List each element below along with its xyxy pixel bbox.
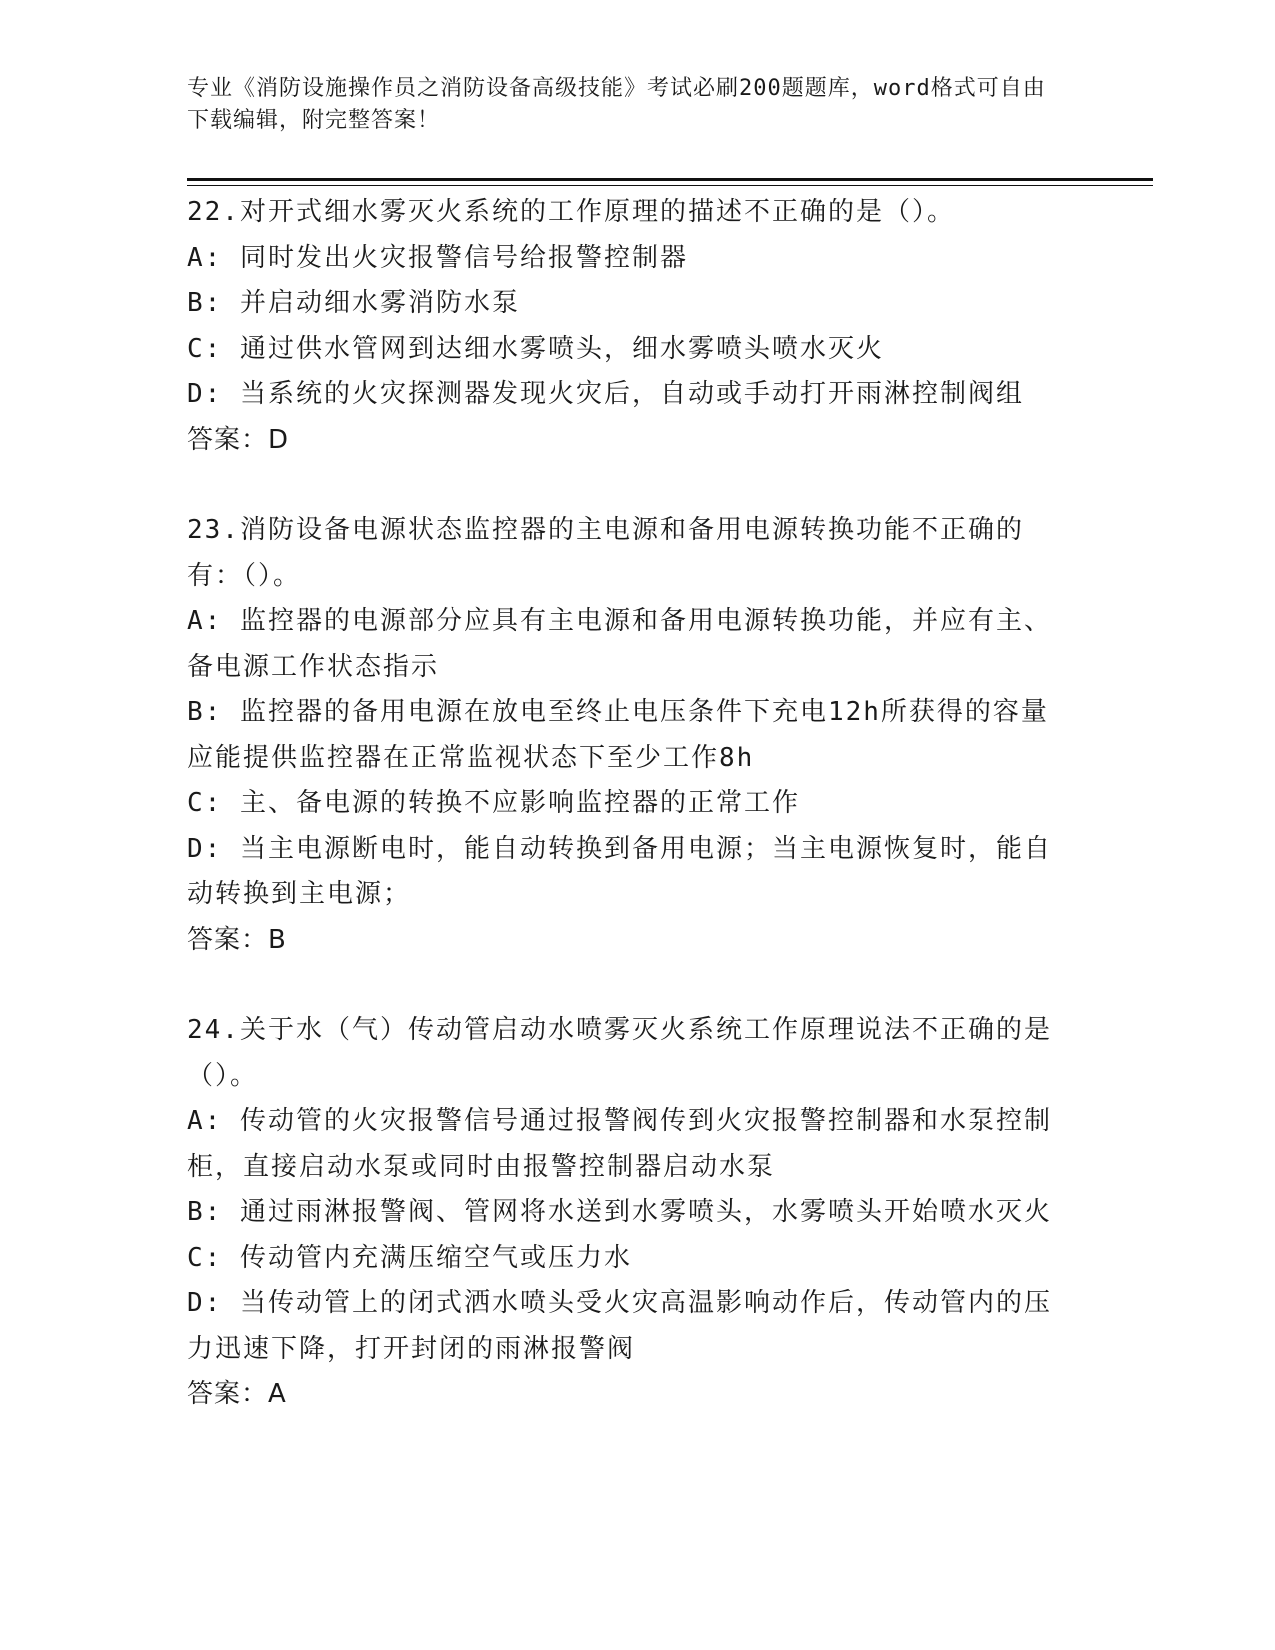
document-header: 专业《消防设施操作员之消防设备高级技能》考试必刷200题题库，word格式可自由下载编辑，附完整答案！ [187, 76, 1046, 133]
option-a: A: 监控器的电源部分应具有主电源和备用电源转换功能，并应有主、备电源工作状态指示 [187, 606, 1052, 682]
question-stem: 22.对开式细水雾灭火系统的工作原理的描述不正确的是（）。 [187, 197, 955, 227]
option-c: C: 通过供水管网到达细水雾喷头，细水雾喷头喷水灭火 [187, 333, 884, 364]
option-c: C: 传动管内充满压缩空气或压力水 [187, 1242, 632, 1273]
option-c: C: 主、备电源的转换不应影响监控器的正常工作 [187, 788, 800, 818]
option-b: B: 并启动细水雾消防水泵 [187, 288, 520, 318]
header-divider-thick [187, 178, 1153, 181]
question-stem: 23.消防设备电源状态监控器的主电源和备用电源转换功能不正确的有：（）。 [187, 515, 1024, 591]
option-d: D: 当主电源断电时，能自动转换到备用电源；当主电源恢复时，能自动转换到主电源； [187, 833, 1052, 909]
option-b: B: 通过雨淋报警阀、管网将水送到水雾喷头，水雾喷头开始喷水灭火 [187, 1197, 1052, 1227]
answer-label: 答案：B [187, 924, 287, 955]
header-divider-thin [187, 185, 1153, 186]
question-23 [187, 508, 1072, 963]
option-a: A: 同时发出火灾报警信号给报警控制器 [187, 242, 688, 273]
answer-label: 答案：A [187, 1379, 287, 1409]
question-stem: 24.关于水（气）传动管启动水喷雾灭火系统工作原理说法不正确的是（）。 [187, 1015, 1052, 1091]
question-list [187, 190, 1072, 1463]
option-d: D: 当系统的火灾探测器发现火灾后，自动或手动打开雨淋控制阀组 [187, 379, 1024, 409]
option-b: B: 监控器的备用电源在放电至终止电压条件下充电12h所获得的容量应能提供监控器在正常监视状态下至少工作8h [187, 697, 1049, 773]
option-d: D: 当传动管上的闭式洒水喷头受火灾高温影响动作后，传动管内的压力迅速下降，打开封闭的雨淋报警阀 [187, 1288, 1052, 1364]
question-22 [187, 190, 1072, 463]
answer-label: 答案：D [187, 424, 290, 455]
question-24 [187, 1008, 1072, 1418]
option-a: A: 传动管的火灾报警信号通过报警阀传到火灾报警控制器和水泵控制柜，直接启动水泵或同时由报警控制器启动水泵 [187, 1106, 1052, 1182]
